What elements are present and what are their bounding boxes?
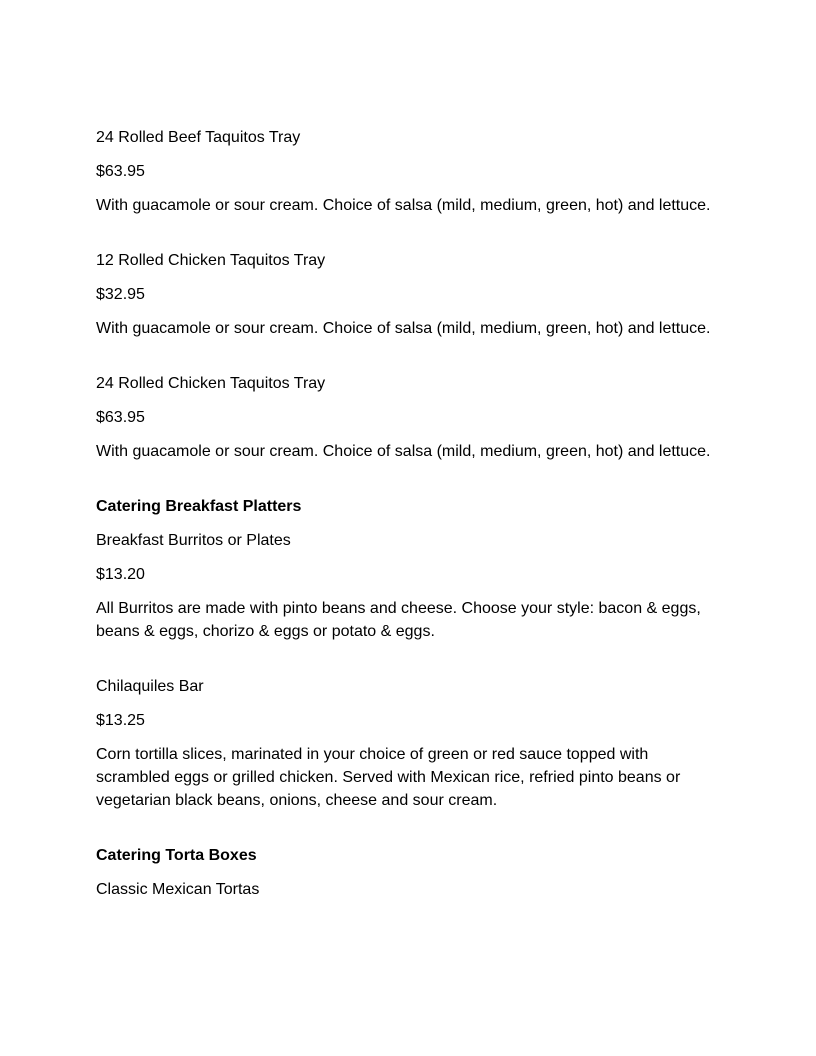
- section-torta: [96, 844, 720, 901]
- item-name: Breakfast Burritos or Plates: [96, 532, 291, 549]
- item-price: $63.95: [96, 163, 145, 180]
- menu-item: [96, 878, 720, 901]
- menu-item: [96, 529, 720, 643]
- menu-item: [96, 126, 720, 217]
- item-description: With guacamole or sour cream. Choice of salsa (mild, medium, green, hot) and lettuce.: [96, 443, 711, 460]
- item-description: Corn tortilla slices, marinated in your choice of green or red sauce topped with scrambled eggs or grilled chicken. Served with Mexican rice, refried pinto beans or vegetarian black beans, onions, cheese and sour cream.: [96, 746, 681, 809]
- item-price: $63.95: [96, 409, 145, 426]
- item-name: Classic Mexican Tortas: [96, 881, 260, 898]
- item-name: 24 Rolled Beef Taquitos Tray: [96, 129, 301, 146]
- section-heading: Catering Breakfast Platters: [96, 498, 302, 515]
- document-page: [96, 126, 720, 901]
- menu-item: [96, 249, 720, 340]
- item-price: $13.25: [96, 712, 145, 729]
- item-price: $13.20: [96, 566, 145, 583]
- item-description: All Burritos are made with pinto beans and cheese. Choose your style: bacon & eggs, beans & eggs, chorizo & eggs or potato & eggs.: [96, 600, 701, 640]
- item-name: 12 Rolled Chicken Taquitos Tray: [96, 252, 326, 269]
- section-heading: Catering Torta Boxes: [96, 847, 257, 864]
- menu-item: [96, 675, 720, 812]
- section-breakfast: [96, 495, 720, 812]
- item-description: With guacamole or sour cream. Choice of salsa (mild, medium, green, hot) and lettuce.: [96, 197, 711, 214]
- item-name: 24 Rolled Chicken Taquitos Tray: [96, 375, 326, 392]
- item-name: Chilaquiles Bar: [96, 678, 204, 695]
- menu-item: [96, 372, 720, 463]
- item-price: $32.95: [96, 286, 145, 303]
- item-description: With guacamole or sour cream. Choice of salsa (mild, medium, green, hot) and lettuce.: [96, 320, 711, 337]
